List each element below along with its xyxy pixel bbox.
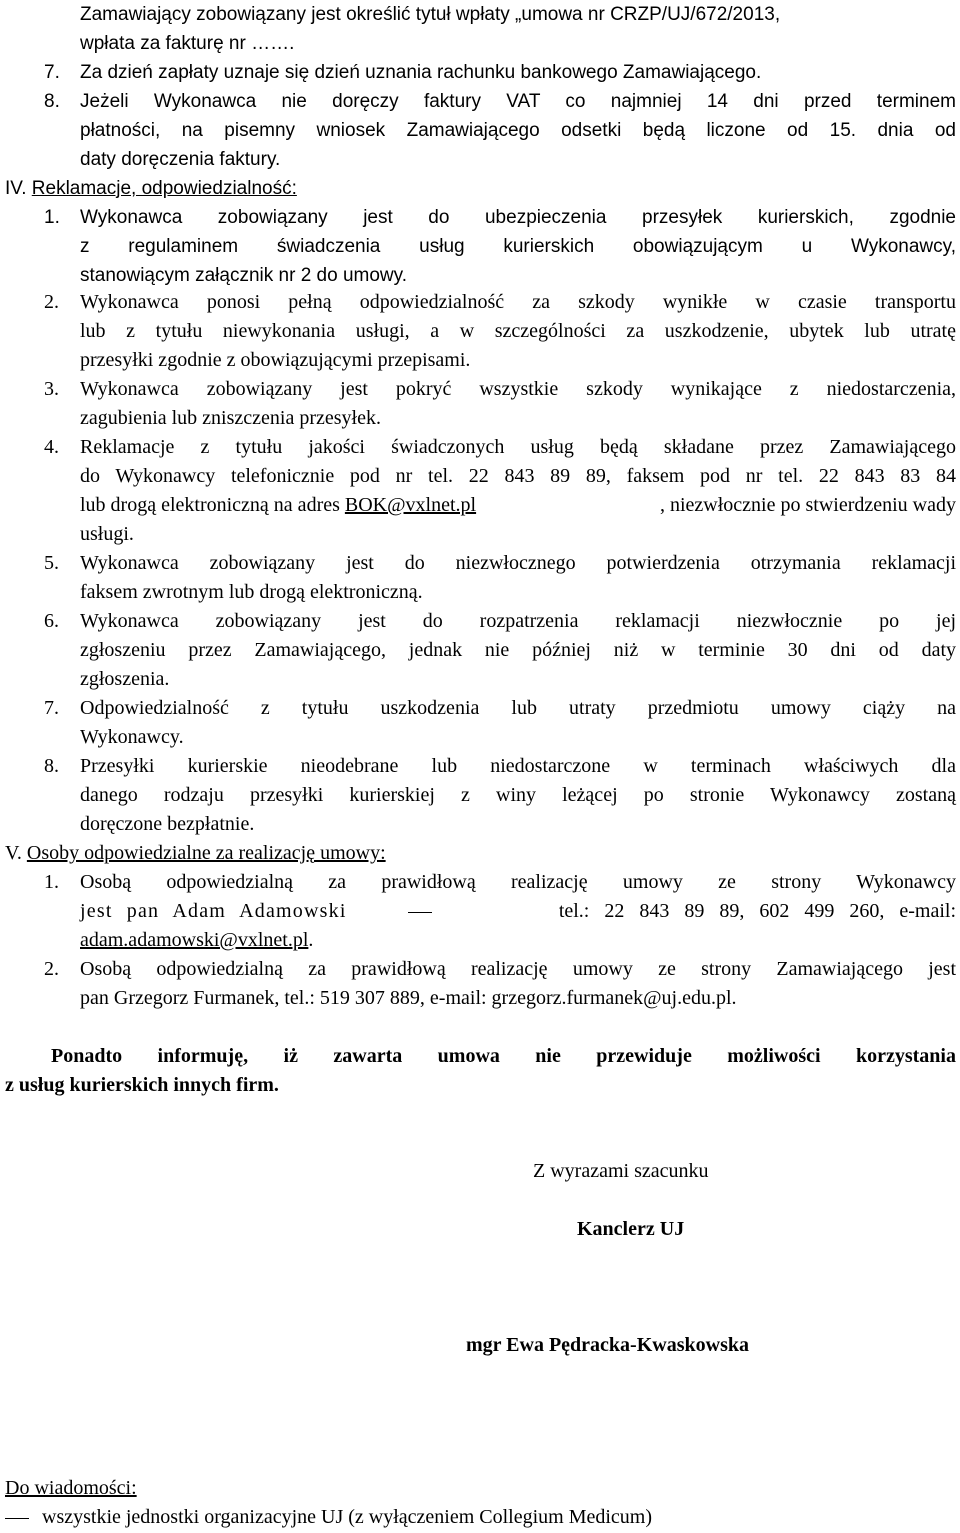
list-item-text: do Wykonawcy telefonicznie pod nr tel. 22 843 89 89, faksem pod nr tel. 22 843 83 84 bbox=[80, 465, 956, 487]
text-fragment: . bbox=[308, 929, 314, 951]
email-link[interactable]: BOK@vxlnet.pl bbox=[344, 494, 477, 516]
list-item-text: Odpowiedzialność z tytułu uszkodzenia lub utraty przedmiotu umowy ciąży na bbox=[80, 697, 956, 719]
list-item-text: Osobą odpowiedzialną za prawidłową realizację umowy ze strony Wykonawcy bbox=[80, 871, 956, 893]
section-title: Osoby odpowiedzialne za realizację umowy: bbox=[26, 842, 386, 864]
list-item-text: daty doręczenia faktury. bbox=[80, 149, 281, 170]
list-item-text: Reklamacje z tytułu jakości świadczonych usług będą składane przez Zamawiającego bbox=[80, 436, 956, 458]
signatory-title: Kanclerz UJ bbox=[577, 1218, 685, 1240]
dash bbox=[5, 1518, 29, 1519]
list-number: 2. bbox=[44, 958, 59, 980]
text-fragment: , niezwłocznie po stwierdzeniu wady bbox=[659, 494, 956, 516]
list-number: 1. bbox=[44, 871, 59, 893]
list-number: 5. bbox=[44, 552, 59, 574]
list-item-text: usługi. bbox=[80, 523, 134, 545]
cc-heading: Do wiadomości: bbox=[5, 1477, 137, 1499]
list-item-text: pan Grzegorz Furmanek, tel.: 519 307 889, e-mail: grzegorz.furmanek@uj.edu.pl. bbox=[80, 987, 737, 1009]
text-fragment: jest pan Adam Adamowski bbox=[80, 900, 347, 922]
list-item-text: Przesyłki kurierskie nieodebrane lub niedostarczone w terminach właściwych dla bbox=[80, 755, 956, 777]
section-title: Reklamacje, odpowiedzialność: bbox=[31, 178, 297, 199]
list-item-text: zgłoszenia. bbox=[80, 668, 170, 690]
closing-regards: Z wyrazami szacunku bbox=[533, 1160, 709, 1182]
list-item-text: danego rodzaju przesyłki kurierskiej z winy leżącej po stronie Wykonawcy zostaną bbox=[80, 784, 956, 806]
notice-line: Ponadto informuję, iż zawarta umowa nie przewiduje możliwości korzystania bbox=[51, 1045, 956, 1067]
list-number: 8. bbox=[44, 755, 59, 777]
list-number: 2. bbox=[44, 291, 59, 313]
list-number: 7. bbox=[44, 62, 60, 83]
email-link[interactable]: adam.adamowski@vxlnet.pl bbox=[80, 929, 309, 951]
list-number: 8. bbox=[44, 91, 60, 112]
list-item-text: Wykonawca zobowiązany jest do ubezpieczenia przesyłek kurierskich, zgodnie bbox=[80, 207, 956, 228]
list-item-text: Wykonawca ponosi pełną odpowiedzialność za szkody wynikłe w czasie transportu bbox=[80, 291, 956, 313]
list-item-text: doręczone bezpłatnie. bbox=[80, 813, 255, 835]
list-item-text: Wykonawca zobowiązany jest do niezwłocznego potwierdzenia otrzymania reklamacji bbox=[80, 552, 956, 574]
text-fragment: tel.: 22 843 89 89, 602 499 260, e-mail: bbox=[558, 900, 956, 922]
list-item-text bbox=[80, 926, 313, 955]
list-item-text: lub z tytułu niewykonania usługi, a w szczególności za uszkodzenie, ubytek lub utratę bbox=[80, 320, 956, 342]
list-number: 3. bbox=[44, 378, 59, 400]
list-item-text: Osobą odpowiedzialną za prawidłową realizację umowy ze strony Zamawiającego jest bbox=[80, 958, 956, 980]
list-number: 1. bbox=[44, 207, 60, 228]
list-item-text: z regulaminem świadczenia usług kurierskich obowiązującym u Wykonawcy, bbox=[80, 236, 956, 257]
list-item-text: faksem zwrotnym lub drogą elektroniczną. bbox=[80, 581, 423, 603]
list-item-text: zagubienia lub zniszczenia przesyłek. bbox=[80, 407, 381, 429]
list-item-text: stanowiącym załącznik nr 2 do umowy. bbox=[80, 265, 407, 286]
cc-item: wszystkie jednostki organizacyjne UJ (z wyłączeniem Collegium Medicum) bbox=[42, 1506, 653, 1528]
list-item-text: Za dzień zapłaty uznaje się dzień uznania rachunku bankowego Zamawiającego. bbox=[80, 62, 762, 83]
text-fragment: lub drogą elektroniczną na adres bbox=[80, 494, 345, 516]
intro-line: Zamawiający zobowiązany jest określić tytuł wpłaty „umowa nr CRZP/UJ/672/2013, bbox=[80, 4, 781, 25]
section-number: V. bbox=[5, 842, 22, 864]
list-number: 6. bbox=[44, 610, 59, 632]
list-item-text bbox=[80, 897, 956, 926]
section-heading bbox=[5, 839, 386, 868]
intro-line: wpłata za fakturę nr ……. bbox=[80, 33, 295, 54]
list-item-text: Wykonawca zobowiązany jest pokryć wszystkie szkody wynikające z niedostarczenia, bbox=[80, 378, 956, 400]
list-item-text: Wykonawca zobowiązany jest do rozpatrzenia reklamacji niezwłocznie po jej bbox=[80, 610, 956, 632]
list-item-text: płatności, na pisemny wniosek Zamawiającego odsetki będą liczone od 15. dnia od bbox=[80, 120, 956, 141]
list-item-text: Jeżeli Wykonawca nie doręczy faktury VAT co najmniej 14 dni przed terminem bbox=[80, 91, 956, 112]
signatory-name: mgr Ewa Pędracka-Kwaskowska bbox=[466, 1334, 749, 1356]
section-number: IV. bbox=[5, 178, 27, 199]
list-item-text: zgłoszeniu przez Zamawiającego, jednak nie później niż w terminie 30 dni od daty bbox=[80, 639, 956, 661]
section-heading bbox=[5, 174, 297, 203]
list-item-text bbox=[80, 491, 956, 520]
dash bbox=[408, 912, 432, 913]
list-item-text: przesyłki zgodnie z obowiązującymi przepisami. bbox=[80, 349, 471, 371]
notice-line: z usług kurierskich innych firm. bbox=[5, 1074, 279, 1096]
list-number: 4. bbox=[44, 436, 59, 458]
list-number: 7. bbox=[44, 697, 59, 719]
list-item-text: Wykonawcy. bbox=[80, 726, 184, 748]
